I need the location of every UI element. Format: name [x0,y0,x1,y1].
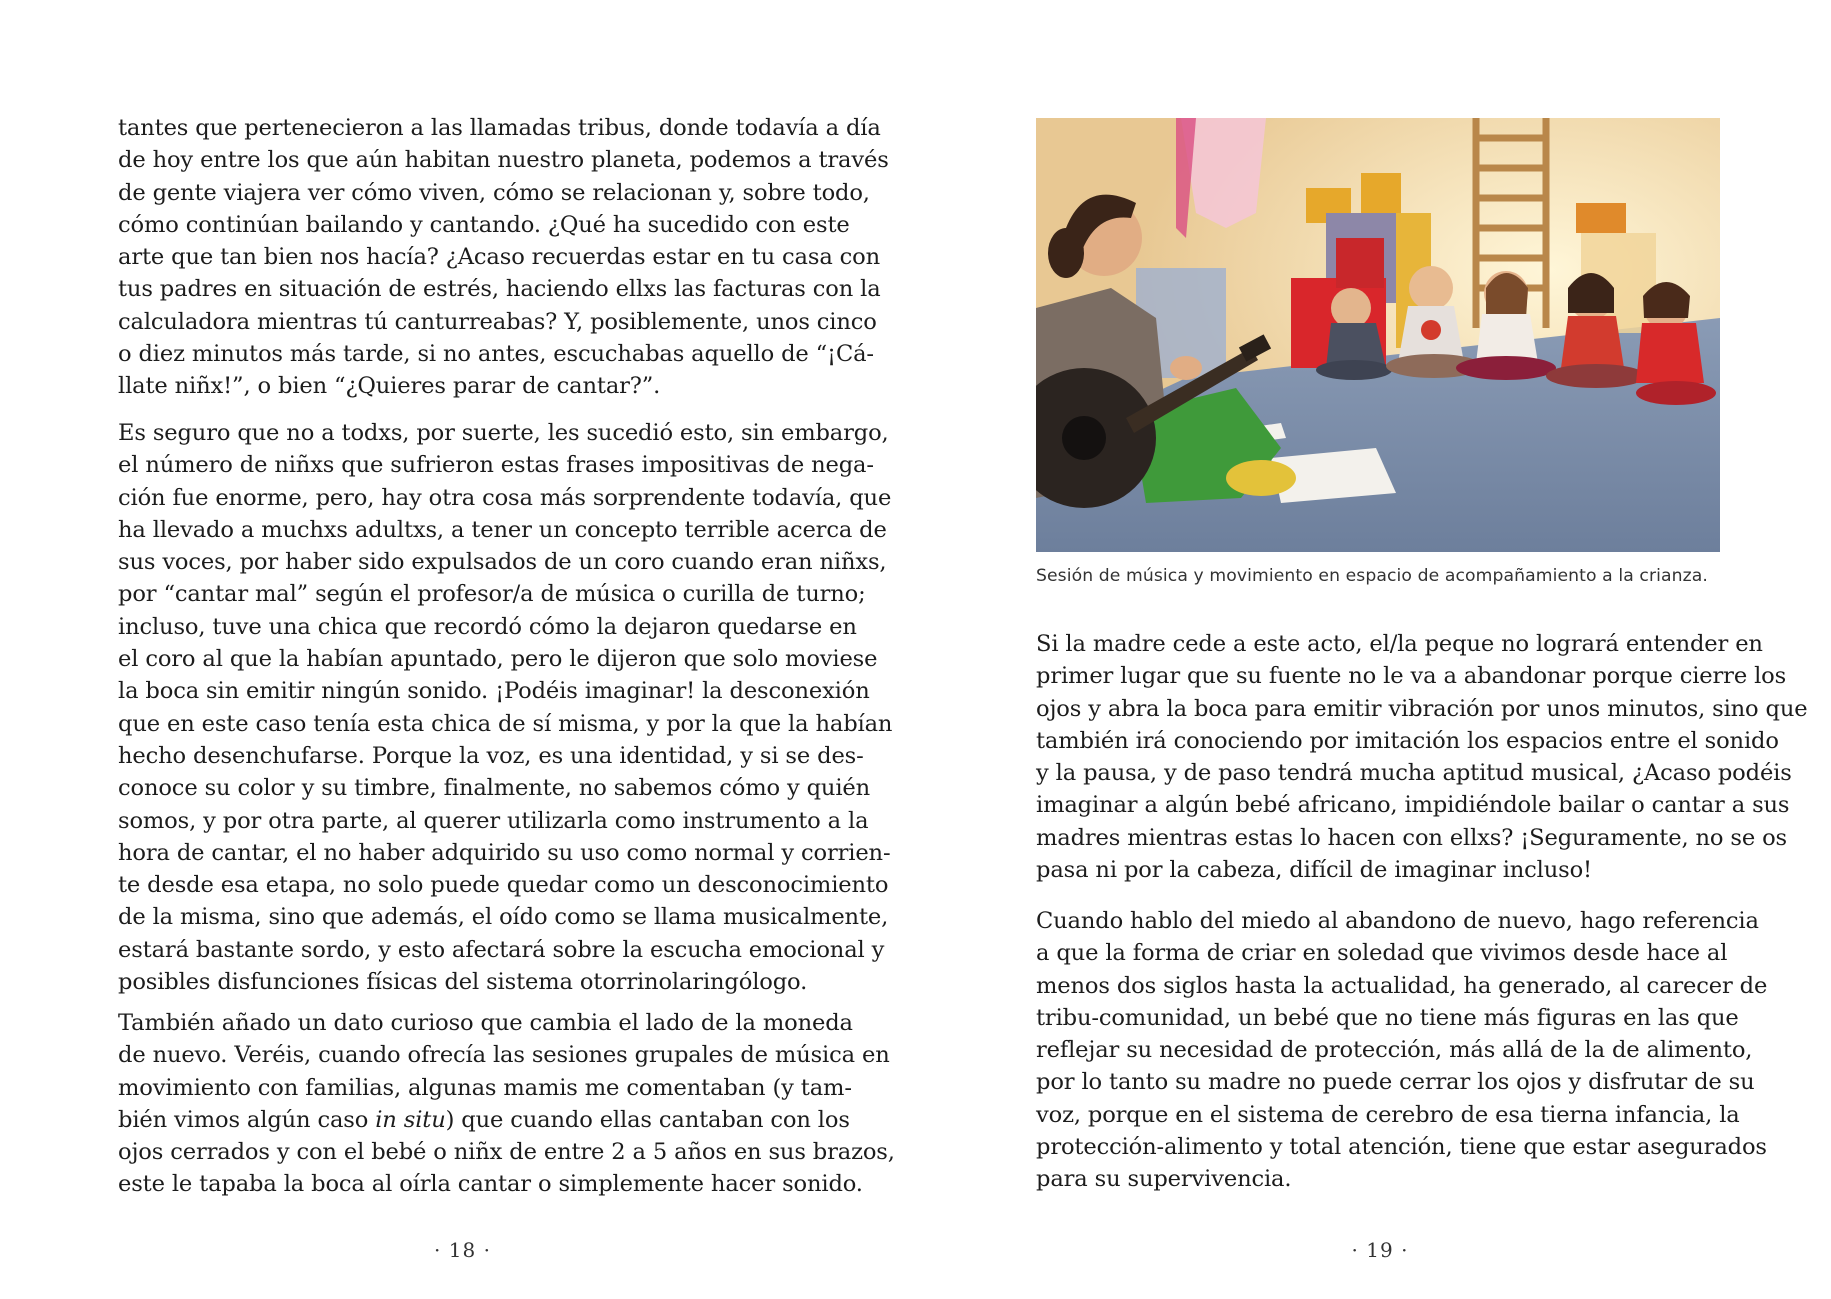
text-line: Es seguro que no a todxs, por suerte, les sucedió esto, sin embargo, [118,420,889,446]
text-line: estará bastante sordo, y esto afectará sobre la escucha emocional y [118,936,885,963]
text-line: de nuevo. Veréis, cuando ofrecía las sesiones grupales de música en [118,1042,890,1069]
text-line: somos, y por otra parte, al querer utilizarla como instrumento a la [118,807,869,834]
right-page [915,0,1831,1299]
text-line: hecho desenchufarse. Porque la voz, es una identidad, y si se des- [118,742,864,769]
text-line: primer lugar que su fuente no le va a abandonar porque cierre los [1036,663,1787,690]
text-line: Cuando hablo del miedo al abandono de nuevo, hago referencia [1036,908,1759,934]
text-line: o diez minutos más tarde, si no antes, escuchabas aquello de “¡Cá- [118,341,874,368]
text-line: ha llevado a muchxs adultxs, a tener un concepto terrible acerca de [118,516,887,543]
text-line: sus voces, por haber sido expulsados de un coro cuando eran niñxs, [118,549,887,576]
text-line: tantes que pertenecieron a las llamadas tribus, donde todavía a día [118,115,881,141]
text-line: por lo tanto su madre no puede cerrar los ojos y disfrutar de su [1036,1069,1755,1096]
text-line: ojos y abra la boca para emitir vibración por unos minutos, sino que [1036,695,1808,722]
text-line: la boca sin emitir ningún sonido. ¡Podéis imaginar! la desconexión [118,678,870,705]
left-paragraph-3 [118,1007,895,1201]
text-line: menos dos siglos hasta la actualidad, ha generado, al carecer de [1036,972,1768,999]
page-number: · 19 · [1351,1238,1409,1262]
left-paragraph-1 [118,112,889,403]
text-line: madres mientras estas lo hacen con ellxs? ¡Seguramente, no se os [1036,824,1787,851]
text-line: este le tapaba la boca al oírla cantar o simplemente hacer sonido. [118,1171,863,1198]
italic-term: in situ [375,1106,446,1133]
text-line: protección-alimento y total atención, tiene que estar asegurados [1036,1134,1767,1161]
text-line: te desde esa etapa, no solo puede quedar como un desconocimiento [118,872,889,899]
text-line: para su supervivencia. [1036,1166,1292,1193]
text-line: por “cantar mal” según el profesor/a de música o curilla de turno; [118,581,866,608]
text-line [118,1104,850,1136]
left-page [0,0,915,1299]
text-line: imaginar a algún bebé africano, impidiéndole bailar o cantar a sus [1036,792,1790,819]
text-line: ción fue enorme, pero, hay otra cosa más sorprendente todavía, que [118,484,892,511]
text-line: cómo continúan bailando y cantando. ¿Qué ha sucedido con este [118,211,850,238]
text-line: llate niñx!”, o bien “¿Quieres parar de cantar?”. [118,373,661,400]
text-line: de la misma, sino que además, el oído como se llama musicalmente, [118,904,889,931]
text-line: incluso, tuve una chica que recordó cómo la dejaron quedarse en [118,613,857,640]
text-line: el número de niñxs que sufrieron estas frases impositivas de nega- [118,452,874,479]
text-line: ojos cerrados y con el bebé o niñx de entre 2 a 5 años en sus brazos, [118,1139,895,1166]
text-line: y la pausa, y de paso tendrá mucha aptitud musical, ¿Acaso podéis [1036,760,1792,787]
text-line: también irá conociendo por imitación los espacios entre el sonido [1036,727,1779,754]
text-line: de hoy entre los que aún habitan nuestro planeta, podemos a través [118,147,889,174]
page-number: · 18 · [434,1238,491,1262]
text-line: También añado un dato curioso que cambia el lado de la moneda [118,1010,853,1036]
text-line: posibles disfunciones físicas del sistema otorrinolaringólogo. [118,969,808,996]
text-line: conoce su color y su timbre, finalmente, no sabemos cómo y quién [118,775,871,802]
text-segment: bién vimos algún caso [118,1106,376,1133]
music-session-photo [1036,118,1720,552]
text-line: movimiento con familias, algunas mamis me comentaban (y tam- [118,1074,852,1101]
text-line: calculadora mientras tú canturreabas? Y, posiblemente, unos cinco [118,308,877,335]
text-line: reflejar su necesidad de protección, más allá de la de alimento, [1036,1037,1753,1064]
text-line: Si la madre cede a este acto, el/la peque no logrará entender en [1036,631,1763,657]
text-line: tribu-comunidad, un bebé que no tiene más figuras en las que [1036,1004,1739,1031]
text-line: que en este caso tenía esta chica de sí misma, y por la que la habían [118,710,893,737]
text-line: voz, porque en el sistema de cerebro de esa tierna infancia, la [1036,1101,1740,1128]
text-line: arte que tan bien nos hacía? ¿Acaso recuerdas estar en tu casa con [118,244,881,271]
left-paragraph-2 [118,417,893,998]
text-line: tus padres en situación de estrés, haciendo ellxs las facturas con la [118,276,881,303]
right-paragraph-2 [1036,905,1768,1196]
photo-illustration [1036,118,1720,552]
text-line: hora de cantar, el no haber adquirido su uso como normal y corrien- [118,839,891,866]
text-line: pasa ni por la cabeza, difícil de imaginar incluso! [1036,857,1592,884]
right-paragraph-1 [1036,628,1808,886]
figure-caption: Sesión de música y movimiento en espacio de acompañamiento a la crianza. [1036,566,1708,586]
text-segment: ) que cuando ellas cantaban con los [445,1106,850,1133]
text-line: el coro al que la habían apuntado, pero le dijeron que solo moviese [118,646,878,673]
text-line: de gente viajera ver cómo viven, cómo se relacionan y, sobre todo, [118,179,870,206]
text-line: a que la forma de criar en soledad que vivimos desde hace al [1036,940,1728,967]
